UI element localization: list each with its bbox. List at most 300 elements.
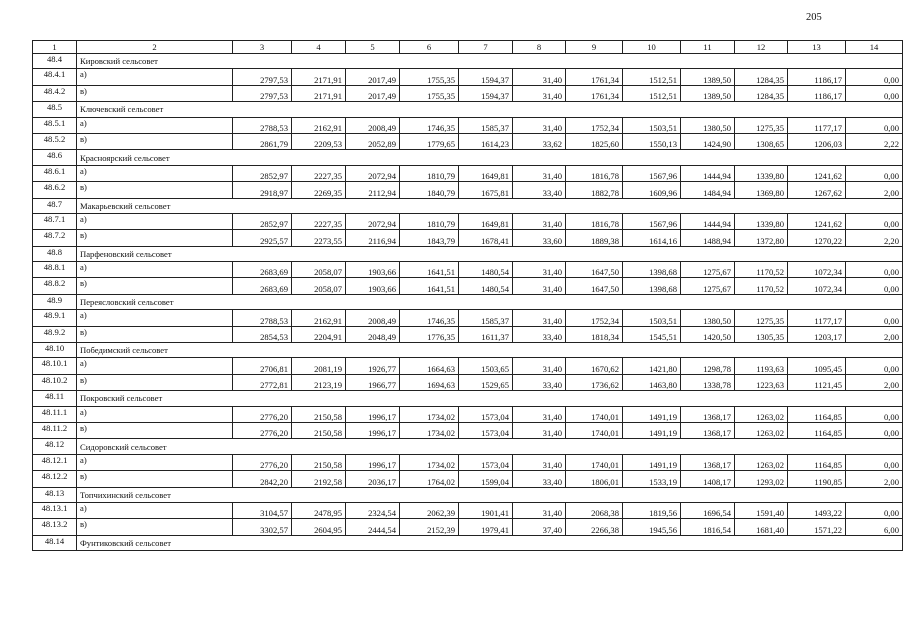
value-cell: 0,00: [846, 262, 903, 278]
value-cell: 1647,50: [566, 278, 623, 294]
value-cell: 0,00: [846, 502, 903, 518]
value-cell: 1491,19: [623, 422, 681, 438]
value-cell: 2171,91: [292, 69, 346, 85]
value-cell: 33,40: [513, 471, 566, 487]
table-row: [33, 230, 903, 246]
section-row: [33, 102, 903, 117]
value-cell: 2017,49: [346, 85, 400, 101]
value-cell: 1752,34: [566, 117, 623, 133]
column-number: 3: [233, 41, 292, 54]
value-cell: 1480,54: [459, 278, 513, 294]
table-row: [33, 502, 903, 518]
value-cell: 1678,41: [459, 230, 513, 246]
value-cell: 37,40: [513, 519, 566, 535]
section-row: [33, 198, 903, 213]
row-code: 48.9: [33, 294, 77, 309]
value-cell: 1263,02: [735, 422, 788, 438]
row-subtype: а): [77, 454, 233, 470]
row-code: 48.11.2: [33, 422, 77, 438]
value-cell: 1512,51: [623, 85, 681, 101]
value-cell: 1368,17: [681, 406, 735, 422]
row-code: 48.7: [33, 198, 77, 213]
value-cell: 31,40: [513, 117, 566, 133]
column-number: 8: [513, 41, 566, 54]
value-cell: 1641,51: [400, 262, 459, 278]
value-cell: 0,00: [846, 213, 903, 229]
row-code: 48.9.1: [33, 310, 77, 326]
page-number: 205: [806, 12, 822, 23]
value-cell: 1599,04: [459, 471, 513, 487]
value-cell: 2776,20: [233, 406, 292, 422]
value-cell: 1339,80: [735, 165, 788, 181]
value-cell: 1740,01: [566, 422, 623, 438]
row-code: 48.10.2: [33, 374, 77, 390]
row-subtype: а): [77, 69, 233, 85]
value-cell: 31,40: [513, 85, 566, 101]
value-cell: 2788,53: [233, 117, 292, 133]
section-row: [33, 487, 903, 502]
value-cell: 2123,19: [292, 374, 346, 390]
value-cell: 1072,34: [788, 278, 846, 294]
value-cell: 2227,35: [292, 165, 346, 181]
value-cell: 31,40: [513, 310, 566, 326]
value-cell: 1585,37: [459, 310, 513, 326]
value-cell: 2683,69: [233, 262, 292, 278]
section-row: [33, 294, 903, 309]
table-row: [33, 406, 903, 422]
column-number: 5: [346, 41, 400, 54]
value-cell: 1901,41: [459, 502, 513, 518]
section-name: Фунтиковский сельсовет: [77, 535, 903, 550]
value-cell: 1649,81: [459, 213, 513, 229]
value-cell: 2150,58: [292, 454, 346, 470]
value-cell: 1979,41: [459, 519, 513, 535]
value-cell: 31,40: [513, 502, 566, 518]
value-cell: 1275,35: [735, 310, 788, 326]
value-cell: 1567,96: [623, 213, 681, 229]
value-cell: 2776,20: [233, 422, 292, 438]
value-cell: 2081,19: [292, 358, 346, 374]
value-cell: 3104,57: [233, 502, 292, 518]
value-cell: 1298,78: [681, 358, 735, 374]
value-cell: 2058,07: [292, 262, 346, 278]
value-cell: 33,40: [513, 374, 566, 390]
value-cell: 2,00: [846, 182, 903, 198]
value-cell: 1241,62: [788, 165, 846, 181]
value-cell: 1484,94: [681, 182, 735, 198]
table-row: [33, 358, 903, 374]
value-cell: 1398,68: [623, 278, 681, 294]
column-number: 10: [623, 41, 681, 54]
value-cell: 1816,78: [566, 165, 623, 181]
value-cell: 1164,85: [788, 406, 846, 422]
value-cell: 33,60: [513, 230, 566, 246]
value-cell: 1903,66: [346, 278, 400, 294]
value-cell: 31,40: [513, 69, 566, 85]
value-cell: 1305,35: [735, 326, 788, 342]
table-row: [33, 519, 903, 535]
value-cell: 2062,39: [400, 502, 459, 518]
value-cell: 1223,63: [735, 374, 788, 390]
section-name: Топчихинский сельсовет: [77, 487, 903, 502]
value-cell: 1368,17: [681, 422, 735, 438]
row-subtype: в): [77, 326, 233, 342]
row-subtype: а): [77, 358, 233, 374]
value-cell: 1843,79: [400, 230, 459, 246]
value-cell: 1424,90: [681, 133, 735, 149]
row-subtype: а): [77, 213, 233, 229]
row-subtype: а): [77, 310, 233, 326]
value-cell: 2008,49: [346, 310, 400, 326]
table-row: [33, 454, 903, 470]
value-cell: 1779,65: [400, 133, 459, 149]
value-cell: 1275,35: [735, 117, 788, 133]
value-cell: 1293,02: [735, 471, 788, 487]
value-cell: 0,00: [846, 454, 903, 470]
section-name: Ключевский сельсовет: [77, 102, 903, 117]
value-cell: 1611,37: [459, 326, 513, 342]
value-cell: 1664,63: [400, 358, 459, 374]
row-code: 48.5.2: [33, 133, 77, 149]
value-cell: 6,00: [846, 519, 903, 535]
column-number: 2: [77, 41, 233, 54]
section-row: [33, 343, 903, 358]
value-cell: 1545,51: [623, 326, 681, 342]
value-cell: 1761,34: [566, 85, 623, 101]
table-row: [33, 326, 903, 342]
value-cell: 1764,02: [400, 471, 459, 487]
table-row: [33, 262, 903, 278]
column-number: 4: [292, 41, 346, 54]
row-code: 48.13.2: [33, 519, 77, 535]
row-code: 48.6: [33, 150, 77, 165]
section-name: Парфеновский сельсовет: [77, 246, 903, 261]
row-code: 48.14: [33, 535, 77, 550]
column-number: 1: [33, 41, 77, 54]
row-subtype: а): [77, 406, 233, 422]
row-subtype: в): [77, 374, 233, 390]
value-cell: 1308,65: [735, 133, 788, 149]
value-cell: 1503,65: [459, 358, 513, 374]
value-cell: 0,00: [846, 358, 903, 374]
value-cell: 2017,49: [346, 69, 400, 85]
value-cell: 2204,91: [292, 326, 346, 342]
value-cell: 1740,01: [566, 406, 623, 422]
tariff-table: [32, 40, 903, 551]
value-cell: 33,40: [513, 182, 566, 198]
value-cell: 1696,54: [681, 502, 735, 518]
value-cell: 2852,97: [233, 165, 292, 181]
row-code: 48.10.1: [33, 358, 77, 374]
section-name: Макарьевский сельсовет: [77, 198, 903, 213]
value-cell: 31,40: [513, 278, 566, 294]
value-cell: 1284,35: [735, 85, 788, 101]
value-cell: 1734,02: [400, 454, 459, 470]
value-cell: 1903,66: [346, 262, 400, 278]
value-cell: 1503,51: [623, 117, 681, 133]
value-cell: 31,40: [513, 358, 566, 374]
value-cell: 1177,17: [788, 117, 846, 133]
value-cell: 1810,79: [400, 213, 459, 229]
value-cell: 1889,38: [566, 230, 623, 246]
value-cell: 2,20: [846, 230, 903, 246]
value-cell: 1819,56: [623, 502, 681, 518]
value-cell: 1761,34: [566, 69, 623, 85]
value-cell: 1550,13: [623, 133, 681, 149]
row-code: 48.4.2: [33, 85, 77, 101]
section-row: [33, 54, 903, 69]
value-cell: 1380,50: [681, 310, 735, 326]
value-cell: 3302,57: [233, 519, 292, 535]
value-cell: 1736,62: [566, 374, 623, 390]
value-cell: 0,00: [846, 310, 903, 326]
row-code: 48.8: [33, 246, 77, 261]
value-cell: 1491,19: [623, 406, 681, 422]
row-subtype: а): [77, 165, 233, 181]
value-cell: 1882,78: [566, 182, 623, 198]
value-cell: 2058,07: [292, 278, 346, 294]
value-cell: 2324,54: [346, 502, 400, 518]
column-number-row: [33, 41, 903, 54]
value-cell: 1996,17: [346, 454, 400, 470]
value-cell: 1740,01: [566, 454, 623, 470]
value-cell: 2854,53: [233, 326, 292, 342]
value-cell: 2852,97: [233, 213, 292, 229]
row-code: 48.11.1: [33, 406, 77, 422]
value-cell: 2072,94: [346, 165, 400, 181]
value-cell: 1573,04: [459, 422, 513, 438]
value-cell: 1614,16: [623, 230, 681, 246]
value-cell: 1072,34: [788, 262, 846, 278]
column-number: 7: [459, 41, 513, 54]
value-cell: 2918,97: [233, 182, 292, 198]
row-subtype: в): [77, 422, 233, 438]
section-name: Сидоровский сельсовет: [77, 439, 903, 454]
row-code: 48.8.2: [33, 278, 77, 294]
row-subtype: в): [77, 182, 233, 198]
value-cell: 2683,69: [233, 278, 292, 294]
value-cell: 1339,80: [735, 213, 788, 229]
value-cell: 1996,17: [346, 406, 400, 422]
row-subtype: в): [77, 230, 233, 246]
column-number: 14: [846, 41, 903, 54]
value-cell: 1840,79: [400, 182, 459, 198]
value-cell: 1591,40: [735, 502, 788, 518]
value-cell: 1573,04: [459, 454, 513, 470]
section-row: [33, 246, 903, 261]
section-name: Красноярский сельсовет: [77, 150, 903, 165]
row-code: 48.13.1: [33, 502, 77, 518]
value-cell: 2797,53: [233, 69, 292, 85]
value-cell: 1372,80: [735, 230, 788, 246]
value-cell: 1614,23: [459, 133, 513, 149]
column-number: 11: [681, 41, 735, 54]
value-cell: 1275,67: [681, 278, 735, 294]
value-cell: 2162,91: [292, 117, 346, 133]
value-cell: 0,00: [846, 85, 903, 101]
value-cell: 1368,17: [681, 454, 735, 470]
value-cell: 2171,91: [292, 85, 346, 101]
row-code: 48.7.1: [33, 213, 77, 229]
value-cell: 0,00: [846, 278, 903, 294]
value-cell: 31,40: [513, 406, 566, 422]
value-cell: 2706,81: [233, 358, 292, 374]
value-cell: 1095,45: [788, 358, 846, 374]
value-cell: 1444,94: [681, 165, 735, 181]
value-cell: 2,00: [846, 471, 903, 487]
value-cell: 1389,50: [681, 85, 735, 101]
value-cell: 1170,52: [735, 278, 788, 294]
value-cell: 0,00: [846, 69, 903, 85]
section-row: [33, 150, 903, 165]
value-cell: 1945,56: [623, 519, 681, 535]
value-cell: 0,00: [846, 422, 903, 438]
section-row: [33, 535, 903, 550]
value-cell: 1567,96: [623, 165, 681, 181]
value-cell: 2,22: [846, 133, 903, 149]
value-cell: 1444,94: [681, 213, 735, 229]
value-cell: 2,00: [846, 326, 903, 342]
value-cell: 1755,35: [400, 85, 459, 101]
value-cell: 1206,03: [788, 133, 846, 149]
value-cell: 2269,35: [292, 182, 346, 198]
value-cell: 1480,54: [459, 262, 513, 278]
column-number: 9: [566, 41, 623, 54]
value-cell: 1284,35: [735, 69, 788, 85]
value-cell: 1594,37: [459, 85, 513, 101]
table-row: [33, 133, 903, 149]
value-cell: 1755,35: [400, 69, 459, 85]
value-cell: 1121,45: [788, 374, 846, 390]
table-row: [33, 310, 903, 326]
row-subtype: а): [77, 502, 233, 518]
value-cell: 2162,91: [292, 310, 346, 326]
row-code: 48.11: [33, 391, 77, 406]
value-cell: 1493,22: [788, 502, 846, 518]
value-cell: 2036,17: [346, 471, 400, 487]
value-cell: 1810,79: [400, 165, 459, 181]
value-cell: 1186,17: [788, 85, 846, 101]
value-cell: 1573,04: [459, 406, 513, 422]
value-cell: 1647,50: [566, 262, 623, 278]
value-cell: 31,40: [513, 262, 566, 278]
value-cell: 2052,89: [346, 133, 400, 149]
section-name: Кировский сельсовет: [77, 54, 903, 69]
value-cell: 1177,17: [788, 310, 846, 326]
value-cell: 1408,17: [681, 471, 735, 487]
value-cell: 1241,62: [788, 213, 846, 229]
value-cell: 1816,78: [566, 213, 623, 229]
value-cell: 2072,94: [346, 213, 400, 229]
value-cell: 2478,95: [292, 502, 346, 518]
value-cell: 2048,49: [346, 326, 400, 342]
value-cell: 1369,80: [735, 182, 788, 198]
value-cell: 1203,17: [788, 326, 846, 342]
row-subtype: в): [77, 519, 233, 535]
value-cell: 1338,78: [681, 374, 735, 390]
value-cell: 2068,38: [566, 502, 623, 518]
row-code: 48.6.1: [33, 165, 77, 181]
value-cell: 0,00: [846, 117, 903, 133]
value-cell: 2227,35: [292, 213, 346, 229]
row-subtype: а): [77, 262, 233, 278]
value-cell: 1398,68: [623, 262, 681, 278]
row-subtype: а): [77, 117, 233, 133]
value-cell: 31,40: [513, 422, 566, 438]
row-code: 48.12: [33, 439, 77, 454]
value-cell: 2861,79: [233, 133, 292, 149]
value-cell: 2112,94: [346, 182, 400, 198]
row-code: 48.12.1: [33, 454, 77, 470]
value-cell: 31,40: [513, 165, 566, 181]
table-row: [33, 117, 903, 133]
value-cell: 1571,22: [788, 519, 846, 535]
value-cell: 1389,50: [681, 69, 735, 85]
value-cell: 1190,85: [788, 471, 846, 487]
row-code: 48.7.2: [33, 230, 77, 246]
table-row: [33, 165, 903, 181]
value-cell: 1503,51: [623, 310, 681, 326]
value-cell: 1926,77: [346, 358, 400, 374]
section-name: Переясловский сельсовет: [77, 294, 903, 309]
row-code: 48.12.2: [33, 471, 77, 487]
row-code: 48.4.1: [33, 69, 77, 85]
value-cell: 1275,67: [681, 262, 735, 278]
value-cell: 2209,53: [292, 133, 346, 149]
value-cell: 1263,02: [735, 406, 788, 422]
value-cell: 1641,51: [400, 278, 459, 294]
column-number: 12: [735, 41, 788, 54]
row-code: 48.13: [33, 487, 77, 502]
value-cell: 1512,51: [623, 69, 681, 85]
table-row: [33, 69, 903, 85]
table-row: [33, 278, 903, 294]
value-cell: 1270,22: [788, 230, 846, 246]
value-cell: 1193,63: [735, 358, 788, 374]
value-cell: 1594,37: [459, 69, 513, 85]
value-cell: 1263,02: [735, 454, 788, 470]
value-cell: 1164,85: [788, 454, 846, 470]
value-cell: 2116,94: [346, 230, 400, 246]
table-row: [33, 85, 903, 101]
value-cell: 1734,02: [400, 406, 459, 422]
value-cell: 33,62: [513, 133, 566, 149]
row-subtype: в): [77, 278, 233, 294]
value-cell: 1421,80: [623, 358, 681, 374]
value-cell: 1533,19: [623, 471, 681, 487]
value-cell: 1609,96: [623, 182, 681, 198]
value-cell: 31,40: [513, 213, 566, 229]
value-cell: 2266,38: [566, 519, 623, 535]
value-cell: 2776,20: [233, 454, 292, 470]
column-number: 13: [788, 41, 846, 54]
row-code: 48.10: [33, 343, 77, 358]
value-cell: 1816,54: [681, 519, 735, 535]
value-cell: 1681,40: [735, 519, 788, 535]
value-cell: 2152,39: [400, 519, 459, 535]
value-cell: 1164,85: [788, 422, 846, 438]
value-cell: 1420,50: [681, 326, 735, 342]
row-code: 48.5.1: [33, 117, 77, 133]
row-code: 48.9.2: [33, 326, 77, 342]
row-code: 48.8.1: [33, 262, 77, 278]
row-subtype: в): [77, 471, 233, 487]
table-row: [33, 182, 903, 198]
row-code: 48.6.2: [33, 182, 77, 198]
value-cell: 1806,01: [566, 471, 623, 487]
section-name: Победимский сельсовет: [77, 343, 903, 358]
row-code: 48.4: [33, 54, 77, 69]
